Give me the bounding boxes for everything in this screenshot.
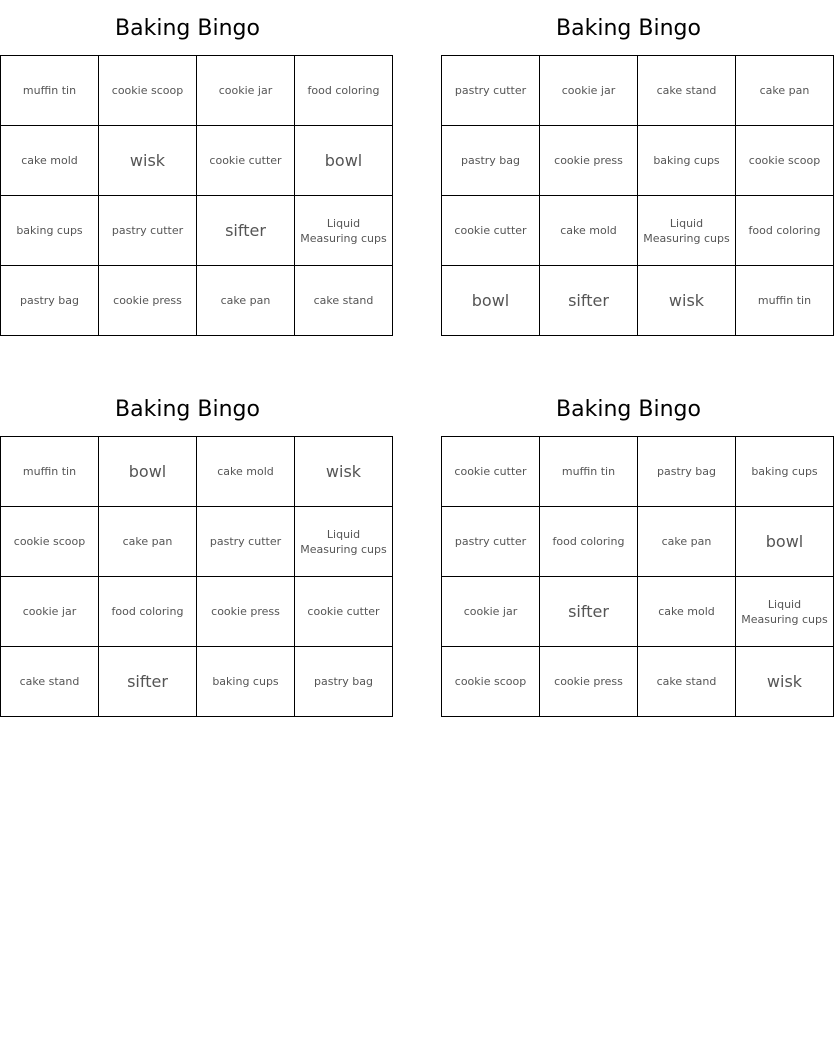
bingo-cell: bowl [442,266,540,336]
grid-row [442,647,834,717]
grid-row [1,56,393,126]
bingo-cell: baking cups [197,647,295,717]
bingo-card-1 [0,0,387,336]
bingo-cell: muffin tin [736,266,834,336]
bingo-cell: cake stand [1,647,99,717]
bingo-cell: cake mold [638,577,736,647]
bingo-cell: wisk [295,437,393,507]
grid-row [442,266,834,336]
bingo-cell: cookie press [540,126,638,196]
bingo-cell: cake mold [1,126,99,196]
grid-row [1,126,393,196]
bingo-cell: baking cups [638,126,736,196]
bingo-cell: cookie scoop [442,647,540,717]
bingo-cell: muffin tin [1,437,99,507]
bingo-cell: pastry bag [295,647,393,717]
grid-row [442,437,834,507]
grid-row [1,266,393,336]
grid-row [442,507,834,577]
bingo-cell: cake mold [540,196,638,266]
bingo-cell: pastry cutter [442,507,540,577]
grid-row [1,507,393,577]
bingo-cell: cookie jar [1,577,99,647]
bingo-cell: cookie press [99,266,197,336]
bingo-cell: Liquid Measuring cups [295,507,393,577]
bingo-cell: cookie jar [197,56,295,126]
bingo-cell: cake stand [295,266,393,336]
bingo-cell: cookie cutter [197,126,295,196]
grid-row [1,196,393,266]
bingo-cell: pastry cutter [99,196,197,266]
grid-row [442,56,834,126]
bingo-cell: sifter [540,266,638,336]
bingo-cell: pastry cutter [442,56,540,126]
bingo-cell: bowl [736,507,834,577]
bingo-cell: cookie jar [442,577,540,647]
bingo-cell: Liquid Measuring cups [736,577,834,647]
card-title: Baking Bingo [115,397,260,422]
card-title: Baking Bingo [115,16,260,41]
bingo-cell: pastry bag [1,266,99,336]
grid-row [442,577,834,647]
bingo-cell: sifter [197,196,295,266]
bingo-cell: muffin tin [1,56,99,126]
bingo-cell: cookie scoop [736,126,834,196]
bingo-cell: wisk [638,266,736,336]
bingo-grid [441,55,834,336]
bingo-cell: cake mold [197,437,295,507]
bingo-cell: cookie scoop [1,507,99,577]
bingo-cell: pastry cutter [197,507,295,577]
bingo-grid [0,436,393,717]
bingo-cell: cake pan [197,266,295,336]
bingo-cell: cookie jar [540,56,638,126]
card-title: Baking Bingo [556,16,701,41]
bingo-card-3 [0,381,387,717]
bingo-cell: bowl [295,126,393,196]
bingo-cell: cookie scoop [99,56,197,126]
bingo-cell: muffin tin [540,437,638,507]
grid-row [442,196,834,266]
bingo-cell: Liquid Measuring cups [638,196,736,266]
grid-row [1,577,393,647]
bingo-cell: baking cups [1,196,99,266]
bingo-cell: bowl [99,437,197,507]
grid-row [1,437,393,507]
bingo-cell: sifter [99,647,197,717]
bingo-cell: pastry bag [442,126,540,196]
grid-row [1,647,393,717]
bingo-cell: food coloring [295,56,393,126]
bingo-cell: cookie cutter [442,196,540,266]
bingo-cell: wisk [736,647,834,717]
bingo-card-4 [441,381,828,717]
bingo-cell: baking cups [736,437,834,507]
bingo-cell: cake pan [638,507,736,577]
bingo-cell: food coloring [99,577,197,647]
bingo-card-2 [441,0,821,336]
bingo-cell: cookie press [540,647,638,717]
bingo-cell: cake pan [99,507,197,577]
bingo-cell: cookie press [197,577,295,647]
bingo-cell: cake stand [638,647,736,717]
bingo-cell: cookie cutter [442,437,540,507]
bingo-grid [441,436,834,717]
bingo-cell: wisk [99,126,197,196]
bingo-cell: food coloring [540,507,638,577]
bingo-grid [0,55,393,336]
bingo-cell: cake pan [736,56,834,126]
grid-row [442,126,834,196]
bingo-cell: cookie cutter [295,577,393,647]
bingo-cell: food coloring [736,196,834,266]
bingo-cell: sifter [540,577,638,647]
bingo-cell: pastry bag [638,437,736,507]
bingo-cell: Liquid Measuring cups [295,196,393,266]
bingo-cell: cake stand [638,56,736,126]
card-title: Baking Bingo [556,397,701,422]
